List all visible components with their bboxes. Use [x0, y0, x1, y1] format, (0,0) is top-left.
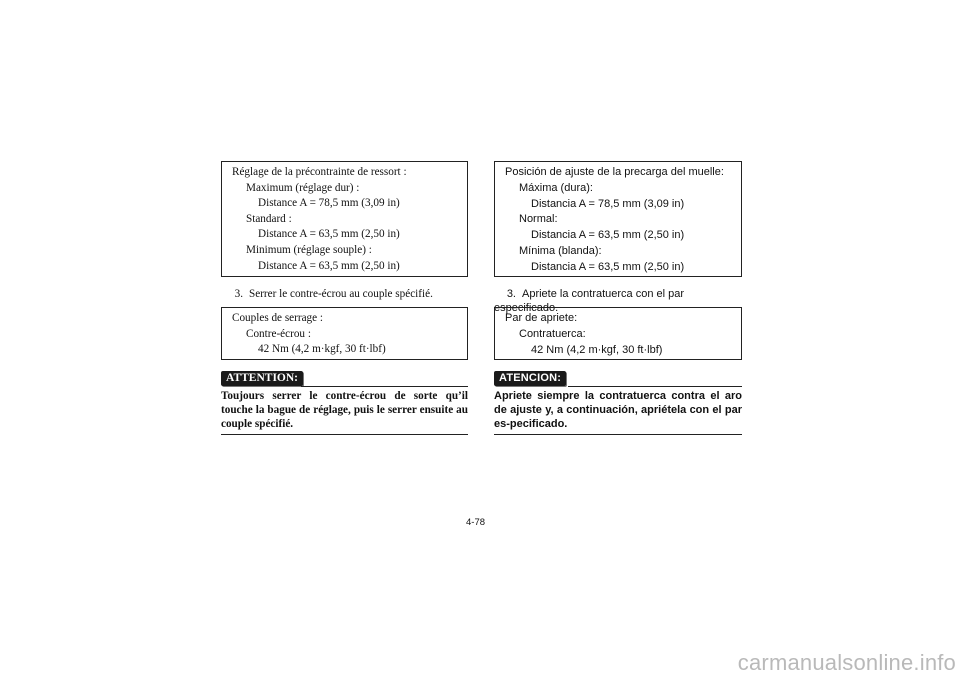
spec-line: Distancia A = 63,5 mm (2,50 in)	[531, 229, 685, 242]
spec-title: Par de apriete:	[505, 312, 578, 324]
spec-title: Posición de ajuste de la precarga del muelle:	[505, 166, 724, 178]
torque-spec-box-es	[494, 307, 742, 360]
spec-line: Máxima (dura):	[519, 181, 593, 194]
spec-line: Distance A = 78,5 mm (3,09 in)	[258, 197, 400, 210]
caution-rule	[301, 386, 468, 387]
spec-line: Maximum (réglage dur) :	[246, 181, 360, 194]
torque-spec-box-fr	[221, 307, 468, 360]
spec-line: Distancia A = 78,5 mm (3,09 in)	[531, 197, 685, 210]
caution-bottom-rule	[221, 434, 468, 435]
watermark: carmanualsonline.info	[737, 650, 956, 675]
caution-header-fr	[221, 371, 468, 389]
step-3-fr	[221, 287, 468, 301]
page-number: 4-78	[466, 517, 486, 528]
caution-text-fr: Toujours serrer le contre-écrou de sorte qu’il touche la bague de réglage, puis le serrer ensuite au couple spécifié.	[221, 390, 468, 430]
spec-line: Distancia A = 63,5 mm (2,50 in)	[531, 260, 685, 273]
spec-line: Normal:	[519, 213, 558, 226]
spec-line: 42 Nm (4,2 m·kgf, 30 ft·lbf)	[531, 343, 663, 356]
caution-bottom-rule	[494, 434, 742, 435]
spec-line: Contre-écrou :	[246, 327, 311, 340]
caution-rule	[568, 386, 742, 387]
spec-line: Distance A = 63,5 mm (2,50 in)	[258, 259, 400, 272]
step-number: 3.	[234, 288, 243, 300]
caution-label: ATTENTION:	[221, 371, 303, 386]
spec-line: Mínima (blanda):	[519, 244, 602, 257]
caution-text-es: Apriete siempre la contratuerca contra el aro de ajuste y, a continuación, apriétela con el par es-pecificado.	[494, 390, 742, 430]
spec-line: Contratuerca:	[519, 327, 586, 340]
caution-label: ATENCION:	[494, 371, 566, 386]
spring-preload-spec-box-es	[494, 161, 742, 277]
spec-line: 42 Nm (4,2 m·kgf, 30 ft·lbf)	[258, 343, 386, 356]
caution-header-es	[494, 371, 742, 389]
step-text: Apriete la contratuerca con el par especificado.	[494, 288, 685, 314]
spring-preload-spec-box-fr	[221, 161, 468, 277]
spec-line: Minimum (réglage souple) :	[246, 243, 372, 256]
spec-line: Distance A = 63,5 mm (2,50 in)	[258, 228, 400, 241]
step-text: Serrer le contre-écrou au couple spécifié.	[249, 288, 433, 300]
spec-title: Réglage de la précontrainte de ressort :	[232, 166, 407, 178]
spec-line: Standard :	[246, 212, 292, 225]
step-number: 3.	[506, 288, 516, 300]
spec-title: Couples de serrage :	[232, 312, 324, 324]
